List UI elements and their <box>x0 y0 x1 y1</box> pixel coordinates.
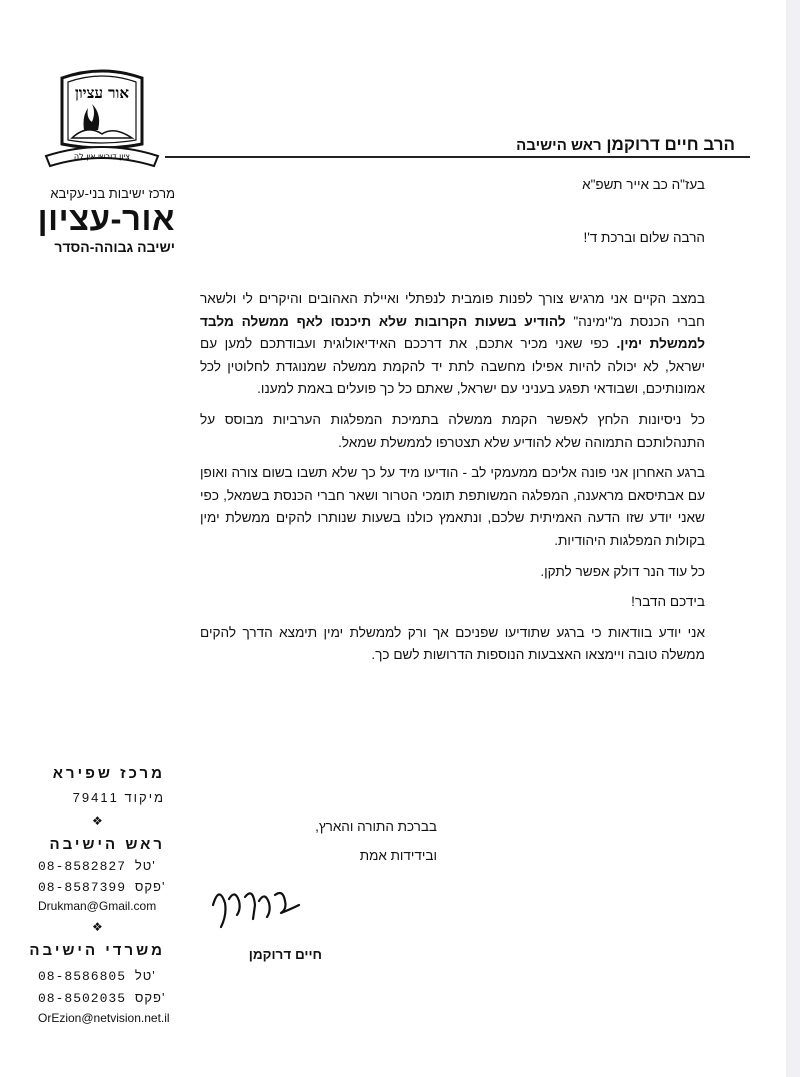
letter-date: בעז"ה כב אייר תשפ"א <box>582 177 705 192</box>
head-phone-line <box>38 858 156 874</box>
office-fax: 08-8502035 <box>38 991 127 1006</box>
office-heading: משרדי הישיבה <box>29 942 165 959</box>
zip-line: מיקוד 79411 <box>72 790 165 805</box>
head-fax-label: פקס' <box>134 879 166 894</box>
office-fax-label: פקס' <box>134 990 166 1005</box>
head-phone-label: טל' <box>134 858 156 873</box>
letter-greeting: הרבה שלום וברכת ד'! <box>583 230 705 245</box>
office-phone-label: טל' <box>134 968 156 983</box>
office-email[interactable]: OrEzion@netvision.net.il <box>38 1011 170 1025</box>
paragraph-5: בידכם הדבר! <box>631 594 705 610</box>
page-edge-strip <box>786 0 800 1077</box>
paragraph-6: אני יודע בוודאות כי ברגע שתודיעו שפניכם אך ורק לממשלת ימין תימצא הדרך להקים ממשלה טובה ויימצאו האצבעות הנוספות הדרושות לשם כך. <box>200 624 705 663</box>
paragraph-4: כל עוד הנר דולק אפשר לתקן. <box>540 563 705 579</box>
paragraph-3: ברגע האחרון אני פונה אליכם ממעמקי לב - הודיעו מיד על כך שלא תשבו בשום צורה ואופן עם אבתיסאם מראענה, המפלגה המשותפת תומכי הטרור ושאר חברי הכנסת בשמאל, כפי שאני יודע שזו הדעה האמיתית שלכם, ונתאמץ כולנו בשעות שנותרו להקים ממשלת ימין בקולות המפלגות היהודיות. <box>200 465 705 548</box>
header-rule <box>165 156 750 158</box>
office-fax-line <box>38 990 165 1006</box>
office-phone: 08-8586805 <box>38 969 127 984</box>
head-fax: 08-8587399 <box>38 880 127 895</box>
emphasis-text: להודיע בשעות הקרובות שלא תיכנסו לאף ממשלה מלבד לממשלת ימין. <box>200 313 705 352</box>
school-logo <box>42 60 162 172</box>
center-heading: מרכז שפירא <box>52 765 165 782</box>
paragraph-2: כל ניסיונות הלחץ לאפשר הקמת ממשלה בתמיכת המפלגות הערביות מבוסס על התנהלותכם התמוהה שלא להודיע שלא תצטרפו לממשלת שמאל. <box>200 411 705 450</box>
logo-motto: ציון דורשי אין לה <box>73 152 131 161</box>
office-phone-line <box>38 968 156 984</box>
head-fax-line <box>38 879 165 895</box>
handwritten-signature <box>205 875 305 935</box>
divider-icon: ❖ <box>92 920 103 934</box>
head-heading: ראש הישיבה <box>49 836 165 853</box>
closing-blessing: בברכת התורה והארץ, <box>315 819 437 834</box>
paragraph-1: במצב הקיים אני מרגיש צורך לפנות פומבית לנפתלי ואיילת האהובים והיקרים לי ולשאר חברי הכנסת מ"ימינה" להודיע בשעות הקרובות שלא תיכנסו לאף ממשלה מלבד לממשלת ימין. כפי שאני מכיר אתכם, את דרככם האידיאולוגית ועבודתכם למען עם ישראל, לא יכולה להיות אפילו מחשבה לתת יד להקמת ממשלה שמנוגדת לחלוטין לכל אמונותיכם, ושבודאי תפגע בעניני עם ישראל, שאתם כל כך פועלים באמת למענו. <box>200 291 705 397</box>
letterhead-name <box>516 135 735 155</box>
closing-regards: ובידידות אמת <box>359 848 437 863</box>
divider-icon: ❖ <box>92 814 103 828</box>
school-type-line: ישיבה גבוהה-הסדר <box>54 239 175 255</box>
logo-text: אור עציון <box>74 84 130 102</box>
signer-name: חיים דרוקמן <box>248 947 322 962</box>
school-network-line: מרכז ישיבות בני-עקיבא <box>50 186 175 201</box>
letter-body <box>200 288 705 675</box>
head-email[interactable]: Drukman@Gmail.com <box>38 899 157 913</box>
rabbi-name: הרב חיים דרוקמן <box>606 135 735 154</box>
rabbi-title: ראש הישיבה <box>516 137 602 154</box>
head-phone: 08-8582827 <box>38 859 127 874</box>
school-name: אור-עציון <box>37 200 175 237</box>
